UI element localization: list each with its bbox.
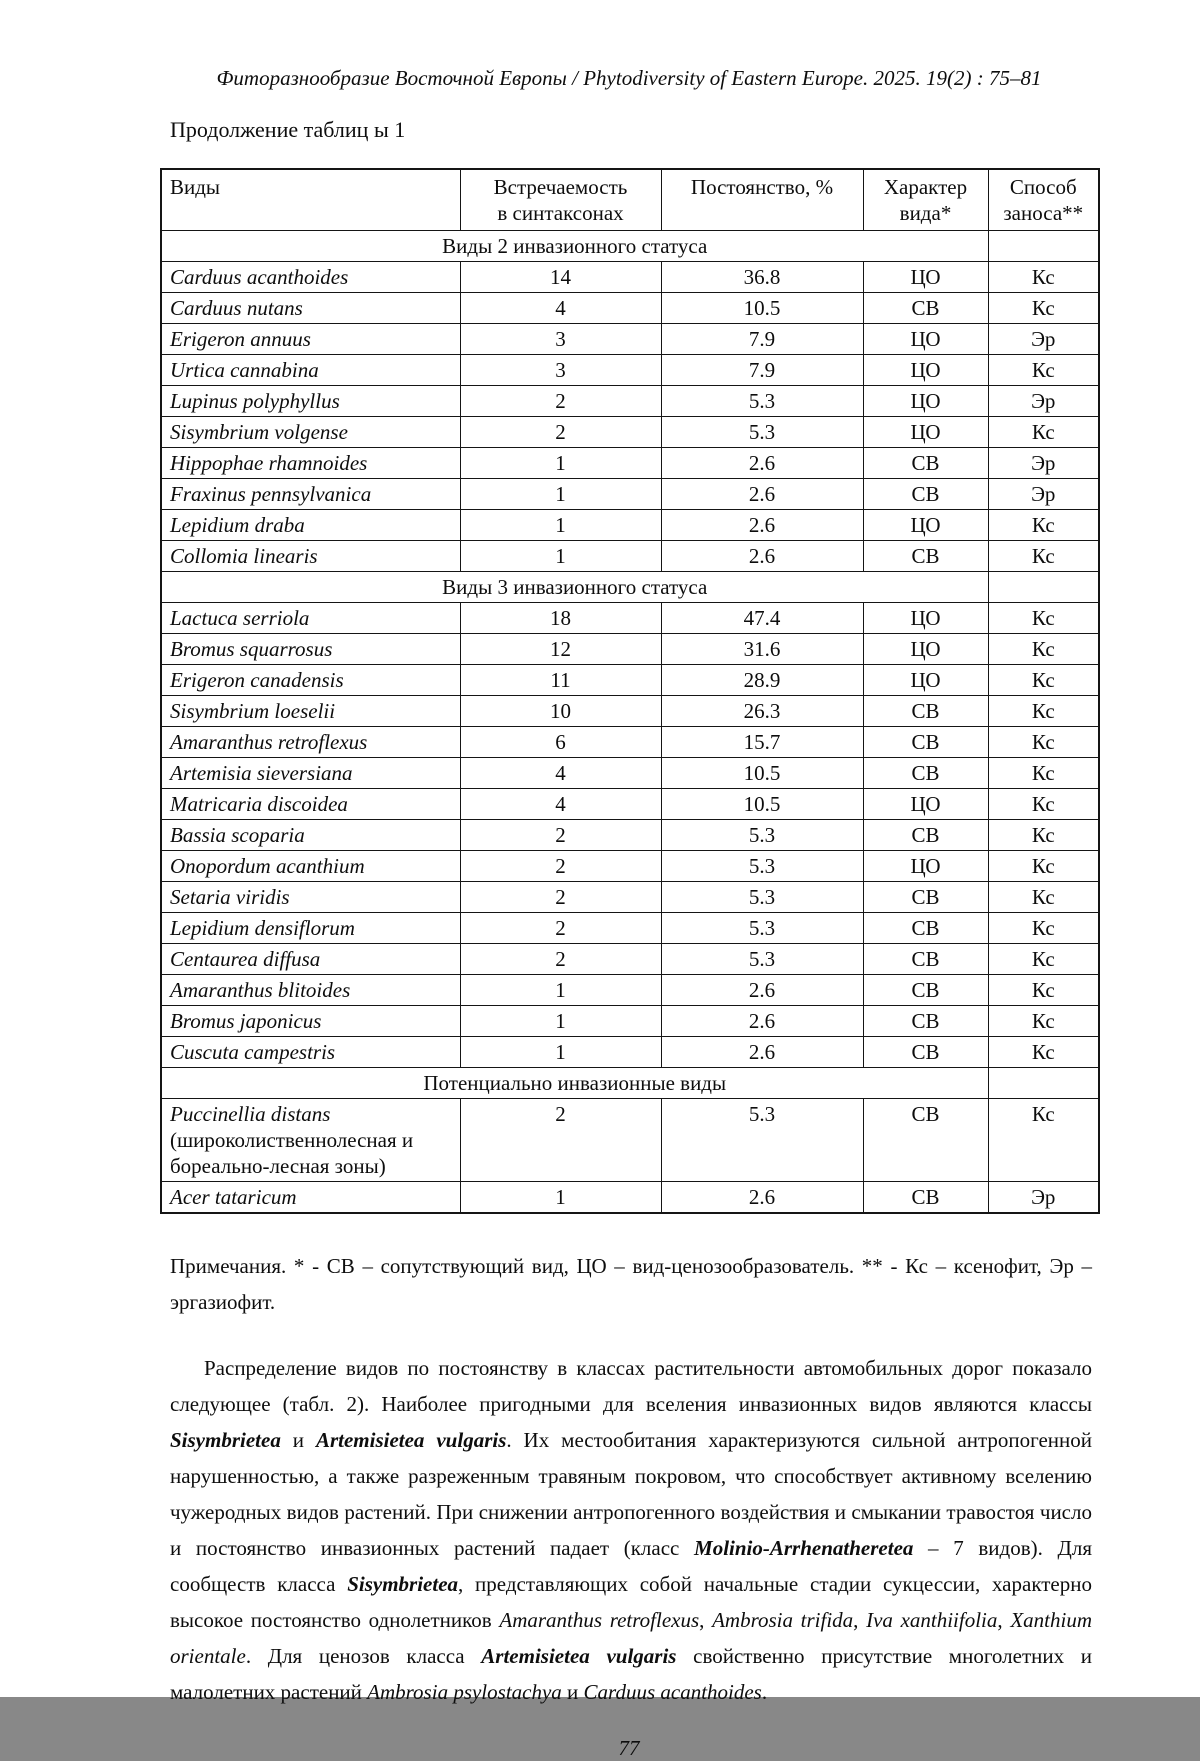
section-header-label: Потенциально инвазионные виды	[161, 1068, 988, 1099]
species-name-cell	[161, 758, 460, 789]
paragraph-text: ,	[997, 1608, 1011, 1632]
character-cell: ЦО	[863, 386, 988, 417]
occurrence-cell: 10	[460, 696, 661, 727]
species-name: Fraxinus pennsylvanica	[170, 482, 372, 506]
species-name-cell	[161, 417, 460, 448]
constancy-cell: 28.9	[661, 665, 863, 696]
vector-cell: Кс	[988, 944, 1099, 975]
occurrence-cell: 4	[460, 758, 661, 789]
species-row	[161, 665, 1099, 696]
paragraph-text: , представляющих собой начальные стадии сукцессии, характерно высокое постоянство однолетников	[170, 1572, 1092, 1632]
species-row	[161, 1099, 1099, 1182]
occurrence-cell: 14	[460, 262, 661, 293]
character-cell: СВ	[863, 913, 988, 944]
occurrence-cell: 12	[460, 634, 661, 665]
taxon-name: Molinio-Arrhenatheretea	[694, 1536, 914, 1560]
column-header-0: Виды	[161, 169, 460, 231]
character-cell: СВ	[863, 758, 988, 789]
character-cell: ЦО	[863, 851, 988, 882]
species-name-cell	[161, 510, 460, 541]
section-empty-cell	[988, 231, 1099, 262]
constancy-cell: 5.3	[661, 1099, 863, 1182]
vector-cell: Кс	[988, 975, 1099, 1006]
species-name: Carduus acanthoides	[170, 265, 349, 289]
occurrence-cell: 1	[460, 448, 661, 479]
paragraph-text: Распределение видов по постоянству в классах растительности автомобильных дорог показало следующее (табл. 2). Наиболее пригодными для вселения инвазионных видов являются классы	[170, 1356, 1092, 1416]
occurrence-cell: 1	[460, 1182, 661, 1214]
taxon-name: Sisymbrietea	[347, 1572, 459, 1596]
occurrence-cell: 2	[460, 417, 661, 448]
paragraph-text: . Для ценозов класса	[245, 1644, 482, 1668]
vector-cell: Кс	[988, 510, 1099, 541]
section-header-row	[161, 231, 1099, 262]
vector-cell: Эр	[988, 324, 1099, 355]
species-row	[161, 696, 1099, 727]
species-row	[161, 262, 1099, 293]
occurrence-cell: 1	[460, 1037, 661, 1068]
taxon-name: Ambrosia trifida	[712, 1608, 854, 1632]
species-name: Sisymbrium volgense	[170, 420, 348, 444]
constancy-cell: 5.3	[661, 851, 863, 882]
species-name: Setaria viridis	[170, 885, 290, 909]
species-row	[161, 1037, 1099, 1068]
character-cell: ЦО	[863, 634, 988, 665]
species-name-cell	[161, 386, 460, 417]
character-cell: СВ	[863, 944, 988, 975]
vector-cell: Кс	[988, 789, 1099, 820]
constancy-cell: 5.3	[661, 913, 863, 944]
species-row	[161, 851, 1099, 882]
species-name: Acer tataricum	[170, 1185, 297, 1209]
occurrence-cell: 2	[460, 913, 661, 944]
column-header-4: Способ заноса**	[988, 169, 1099, 231]
species-name: Lepidium draba	[170, 513, 305, 537]
constancy-cell: 10.5	[661, 293, 863, 324]
species-name: Hippophae rhamnoides	[170, 451, 368, 475]
species-name: Amaranthus blitoides	[170, 978, 351, 1002]
taxon-name: Ambrosia psylostachya	[367, 1680, 562, 1704]
character-cell: СВ	[863, 1099, 988, 1182]
character-cell: СВ	[863, 882, 988, 913]
vector-cell: Кс	[988, 851, 1099, 882]
character-cell: ЦО	[863, 262, 988, 293]
section-header-label: Виды 3 инвазионного статуса	[161, 572, 988, 603]
species-name: Bassia scoparia	[170, 823, 305, 847]
species-name: Puccinellia distans	[170, 1102, 331, 1126]
species-row	[161, 727, 1099, 758]
species-row	[161, 1182, 1099, 1214]
section-header-row	[161, 572, 1099, 603]
constancy-cell: 10.5	[661, 758, 863, 789]
species-name-cell	[161, 1099, 460, 1182]
taxon-name: Sisymbrietea	[170, 1428, 281, 1452]
constancy-cell: 5.3	[661, 820, 863, 851]
vector-cell: Кс	[988, 1099, 1099, 1182]
character-cell: СВ	[863, 1182, 988, 1214]
taxon-name: Carduus acanthoides	[583, 1680, 762, 1704]
constancy-cell: 2.6	[661, 975, 863, 1006]
species-row	[161, 448, 1099, 479]
taxon-name: Artemisietea vulgaris	[481, 1644, 677, 1668]
constancy-cell: 2.6	[661, 1037, 863, 1068]
occurrence-cell: 4	[460, 789, 661, 820]
character-cell: СВ	[863, 820, 988, 851]
vector-cell: Кс	[988, 727, 1099, 758]
species-name-cell	[161, 634, 460, 665]
column-header-1: Встречаемость в синтаксонах	[460, 169, 661, 231]
species-name-cell	[161, 696, 460, 727]
section-empty-cell	[988, 572, 1099, 603]
occurrence-cell: 18	[460, 603, 661, 634]
constancy-cell: 5.3	[661, 386, 863, 417]
paragraph-text: – 7 видов). Для сообществ класса	[170, 1536, 1092, 1596]
species-row	[161, 944, 1099, 975]
character-cell: СВ	[863, 541, 988, 572]
occurrence-cell: 1	[460, 541, 661, 572]
journal-header: Фиторазнообразие Восточной Европы / Phytodiversity of Eastern Europe. 2025. 19(2) : 75–81	[216, 66, 1042, 90]
taxon-name: Artemisietea vulgaris	[315, 1428, 507, 1452]
paragraph-text: ,	[699, 1608, 713, 1632]
paragraph-text: свойственно присутствие многолетних и малолетних растений	[170, 1644, 1092, 1704]
paragraph-text: .	[761, 1680, 768, 1704]
vector-cell: Кс	[988, 355, 1099, 386]
occurrence-cell: 2	[460, 851, 661, 882]
species-name-cell	[161, 727, 460, 758]
species-name: Urtica cannabina	[170, 358, 319, 382]
constancy-cell: 5.3	[661, 944, 863, 975]
species-row	[161, 882, 1099, 913]
character-cell: ЦО	[863, 417, 988, 448]
paragraph-text: и	[280, 1428, 316, 1452]
species-name: Lupinus polyphyllus	[170, 389, 340, 413]
vector-cell: Кс	[988, 1006, 1099, 1037]
constancy-cell: 2.6	[661, 541, 863, 572]
column-header-2: Постоянство, %	[661, 169, 863, 231]
constancy-cell: 31.6	[661, 634, 863, 665]
species-name: Cuscuta campestris	[170, 1040, 336, 1064]
constancy-cell: 2.6	[661, 448, 863, 479]
species-name: Sisymbrium loeselii	[170, 699, 336, 723]
species-name-cell	[161, 541, 460, 572]
character-cell: ЦО	[863, 665, 988, 696]
body-paragraph	[170, 1350, 1092, 1710]
species-name: Erigeron annuus	[170, 327, 311, 351]
character-cell: СВ	[863, 975, 988, 1006]
constancy-cell: 36.8	[661, 262, 863, 293]
constancy-cell: 7.9	[661, 324, 863, 355]
vector-cell: Кс	[988, 417, 1099, 448]
species-row	[161, 510, 1099, 541]
species-name-cell	[161, 1182, 460, 1214]
paragraph-text: ,	[853, 1608, 867, 1632]
character-cell: СВ	[863, 293, 988, 324]
species-row	[161, 386, 1099, 417]
species-row	[161, 789, 1099, 820]
section-header-label: Виды 2 инвазионного статуса	[161, 231, 988, 262]
species-row	[161, 820, 1099, 851]
occurrence-cell: 1	[460, 479, 661, 510]
occurrence-cell: 6	[460, 727, 661, 758]
character-cell: СВ	[863, 1006, 988, 1037]
section-header-row	[161, 1068, 1099, 1099]
species-name-cell	[161, 448, 460, 479]
character-cell: ЦО	[863, 355, 988, 386]
table-header-row	[161, 169, 1099, 231]
vector-cell: Кс	[988, 758, 1099, 789]
species-row	[161, 758, 1099, 789]
species-name: Carduus nutans	[170, 296, 303, 320]
species-name-cell	[161, 1006, 460, 1037]
constancy-cell: 5.3	[661, 882, 863, 913]
character-cell: СВ	[863, 696, 988, 727]
paragraph-text: . Их местообитания характеризуются сильной антропогенной нарушенностью, а также разреженным травяным покровом, что способствует активному вселению чужеродных видов растений. При снижении антропогенного воздействия и смыкании травостоя число и постоянство инвазионных растений падает (класс	[170, 1428, 1093, 1560]
vector-cell: Кс	[988, 882, 1099, 913]
character-cell: СВ	[863, 727, 988, 758]
constancy-cell: 2.6	[661, 1182, 863, 1214]
table-caption: Продолжение таблиц ы 1	[170, 117, 406, 142]
character-cell: ЦО	[863, 603, 988, 634]
species-row	[161, 479, 1099, 510]
constancy-cell: 2.6	[661, 1006, 863, 1037]
species-name-cell	[161, 603, 460, 634]
species-name: Bromus squarrosus	[170, 637, 333, 661]
species-row	[161, 355, 1099, 386]
species-name-cell	[161, 479, 460, 510]
species-row	[161, 603, 1099, 634]
species-name-cell	[161, 851, 460, 882]
vector-cell: Эр	[988, 448, 1099, 479]
column-header-3: Характер вида*	[863, 169, 988, 231]
species-name-cell	[161, 293, 460, 324]
occurrence-cell: 3	[460, 324, 661, 355]
species-name: Erigeron canadensis	[170, 668, 344, 692]
character-cell: СВ	[863, 1037, 988, 1068]
occurrence-cell: 2	[460, 1099, 661, 1182]
species-name-cell	[161, 665, 460, 696]
constancy-cell: 47.4	[661, 603, 863, 634]
vector-cell: Кс	[988, 1037, 1099, 1068]
species-zone-note: (широколиственнолесная и бореально-лесная зоны)	[170, 1128, 414, 1178]
constancy-cell: 5.3	[661, 417, 863, 448]
species-name-cell	[161, 324, 460, 355]
character-cell: СВ	[863, 479, 988, 510]
vector-cell: Эр	[988, 1182, 1099, 1214]
species-row	[161, 417, 1099, 448]
taxon-name: Xanthium orientale	[170, 1608, 1092, 1668]
species-name-cell	[161, 913, 460, 944]
species-row	[161, 913, 1099, 944]
species-name-cell	[161, 944, 460, 975]
vector-cell: Эр	[988, 479, 1099, 510]
paragraph-text: и	[561, 1680, 584, 1704]
species-name-cell	[161, 355, 460, 386]
species-name: Artemisia sieversiana	[170, 761, 353, 785]
constancy-cell: 2.6	[661, 510, 863, 541]
species-name: Onopordum acanthium	[170, 854, 365, 878]
occurrence-cell: 11	[460, 665, 661, 696]
occurrence-cell: 1	[460, 975, 661, 1006]
species-row	[161, 293, 1099, 324]
species-table	[160, 168, 1100, 1214]
constancy-cell: 26.3	[661, 696, 863, 727]
species-name-cell	[161, 820, 460, 851]
page-number: 77	[618, 1736, 640, 1760]
species-name: Lepidium densiflorum	[170, 916, 355, 940]
constancy-cell: 10.5	[661, 789, 863, 820]
vector-cell: Эр	[988, 386, 1099, 417]
species-name: Matricaria discoidea	[170, 792, 348, 816]
occurrence-cell: 2	[460, 386, 661, 417]
section-empty-cell	[988, 1068, 1099, 1099]
vector-cell: Кс	[988, 262, 1099, 293]
species-name: Collomia linearis	[170, 544, 318, 568]
vector-cell: Кс	[988, 820, 1099, 851]
occurrence-cell: 4	[460, 293, 661, 324]
occurrence-cell: 2	[460, 882, 661, 913]
species-row	[161, 975, 1099, 1006]
species-name: Amaranthus retroflexus	[170, 730, 368, 754]
character-cell: СВ	[863, 448, 988, 479]
occurrence-cell: 2	[460, 820, 661, 851]
species-name-cell	[161, 1037, 460, 1068]
species-name-cell	[161, 789, 460, 820]
vector-cell: Кс	[988, 634, 1099, 665]
species-row	[161, 634, 1099, 665]
constancy-cell: 2.6	[661, 479, 863, 510]
vector-cell: Кс	[988, 541, 1099, 572]
character-cell: ЦО	[863, 789, 988, 820]
occurrence-cell: 2	[460, 944, 661, 975]
species-row	[161, 1006, 1099, 1037]
species-name: Bromus japonicus	[170, 1009, 322, 1033]
table-notes: Примечания. * - СВ – сопутствующий вид, ЦО – вид-ценозообразователь. ** - Кс – ксенофит, Эр – эргазиофит.	[170, 1254, 1092, 1314]
character-cell: ЦО	[863, 324, 988, 355]
vector-cell: Кс	[988, 696, 1099, 727]
taxon-name: Amaranthus retroflexus	[499, 1608, 700, 1632]
character-cell: ЦО	[863, 510, 988, 541]
constancy-cell: 15.7	[661, 727, 863, 758]
occurrence-cell: 1	[460, 1006, 661, 1037]
occurrence-cell: 3	[460, 355, 661, 386]
vector-cell: Кс	[988, 293, 1099, 324]
vector-cell: Кс	[988, 665, 1099, 696]
constancy-cell: 7.9	[661, 355, 863, 386]
species-name-cell	[161, 262, 460, 293]
species-name: Lactuca serriola	[170, 606, 310, 630]
species-row	[161, 324, 1099, 355]
taxon-name: Iva xanthiifolia	[866, 1608, 998, 1632]
species-row	[161, 541, 1099, 572]
vector-cell: Кс	[988, 603, 1099, 634]
occurrence-cell: 1	[460, 510, 661, 541]
species-name: Centaurea diffusa	[170, 947, 321, 971]
species-name-cell	[161, 975, 460, 1006]
page-content	[160, 0, 1098, 1761]
vector-cell: Кс	[988, 913, 1099, 944]
species-name-cell	[161, 882, 460, 913]
